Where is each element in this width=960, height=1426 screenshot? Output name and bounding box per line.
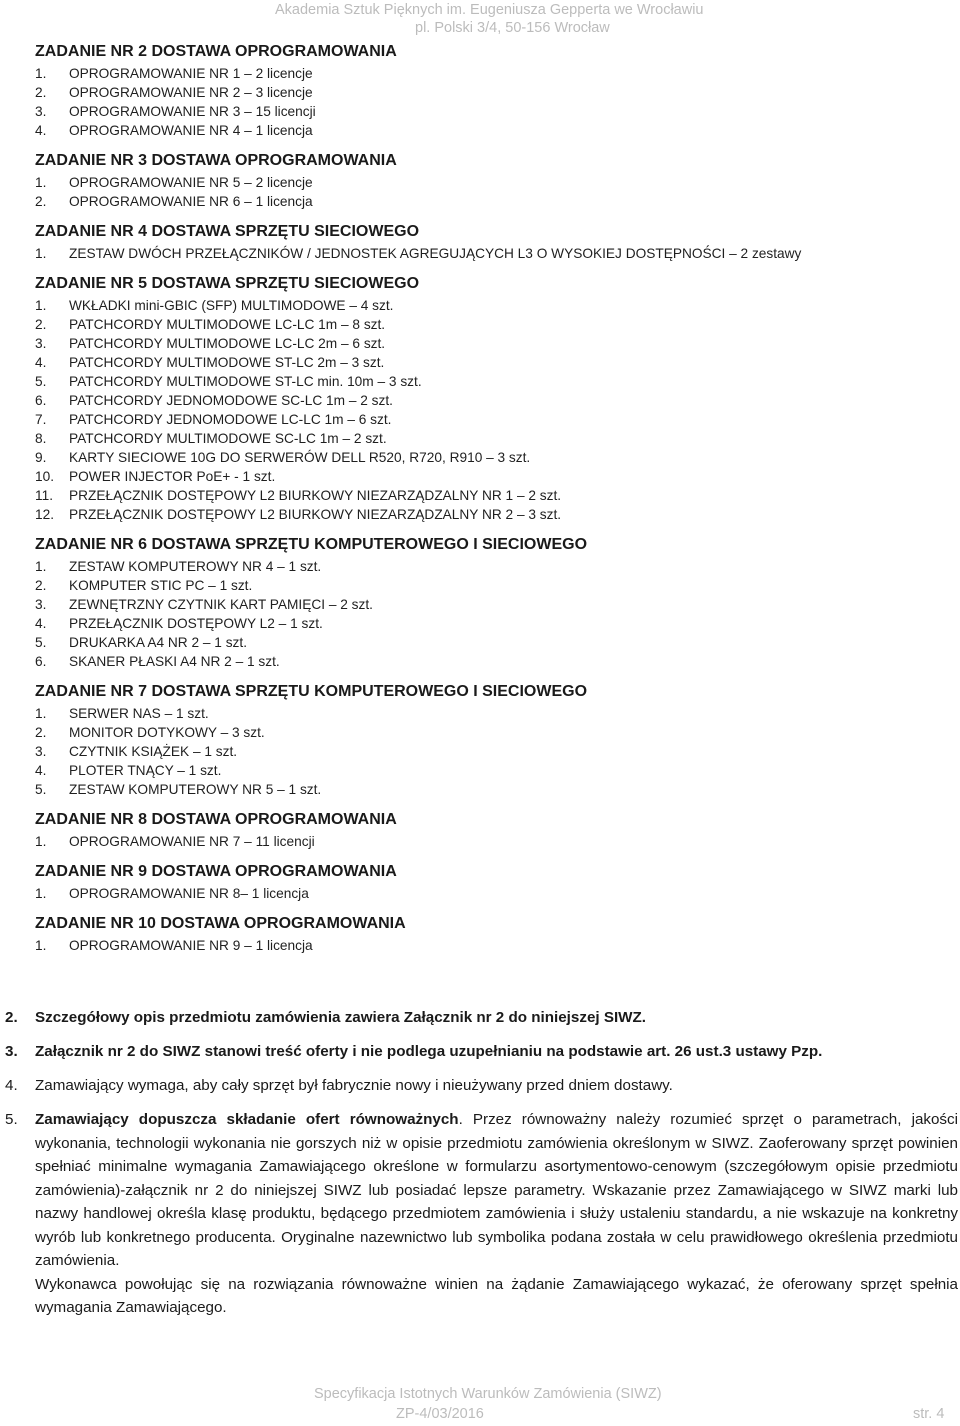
footer-reference: ZP-4/03/2016 bbox=[396, 1406, 484, 1422]
task-section bbox=[35, 680, 925, 799]
list-item bbox=[35, 353, 925, 372]
list-item bbox=[35, 391, 925, 410]
item-text: ZEWNĘTRZNY CZYTNIK KART PAMIĘCI – 2 szt. bbox=[69, 597, 373, 612]
item-number: 1. bbox=[35, 559, 47, 574]
section-title: ZADANIE NR 8 DOSTAWA OPROGRAMOWANIA bbox=[35, 811, 397, 828]
header-address: pl. Polski 3/4, 50-156 Wrocław bbox=[415, 20, 610, 36]
item-number: 4. bbox=[35, 763, 47, 778]
item-number: 2. bbox=[35, 725, 47, 740]
item-text: PATCHCORDY MULTIMODOWE LC-LC 1m – 8 szt. bbox=[69, 317, 386, 332]
item-number: 5. bbox=[35, 374, 47, 389]
item-text: PATCHCORDY MULTIMODOWE ST-LC min. 10m – 3 szt. bbox=[69, 374, 422, 389]
item-number: 1. bbox=[35, 66, 47, 81]
item-list bbox=[35, 296, 925, 524]
item-number: 12. bbox=[35, 507, 55, 522]
item-list bbox=[35, 64, 925, 140]
page-header bbox=[0, 0, 960, 40]
item-number: 1. bbox=[35, 246, 47, 261]
task-section bbox=[35, 40, 925, 140]
task-section bbox=[35, 220, 925, 263]
item-text: SERWER NAS – 1 szt. bbox=[69, 706, 209, 721]
item-number: 2. bbox=[35, 578, 47, 593]
list-item bbox=[35, 429, 925, 448]
item-number: 3. bbox=[35, 104, 47, 119]
item-text: PRZEŁĄCZNIK DOSTĘPOWY L2 – 1 szt. bbox=[69, 616, 323, 631]
list-item bbox=[35, 652, 925, 671]
list-item bbox=[35, 614, 925, 633]
item-text: KOMPUTER STIC PC – 1 szt. bbox=[69, 578, 253, 593]
item-text: SKANER PŁASKI A4 NR 2 – 1 szt. bbox=[69, 654, 280, 669]
item-number: 1. bbox=[35, 706, 47, 721]
item-number: 1. bbox=[35, 834, 47, 849]
item-text: PATCHCORDY JEDNOMODOWE LC-LC 1m – 6 szt. bbox=[69, 412, 392, 427]
section-title: ZADANIE NR 10 DOSTAWA OPROGRAMOWANIA bbox=[35, 915, 406, 932]
list-item bbox=[35, 334, 925, 353]
item-text: WKŁADKI mini-GBIC (SFP) MULTIMODOWE – 4 szt. bbox=[69, 298, 394, 313]
paragraph-number: 3. bbox=[5, 1043, 18, 1060]
item-number: 2. bbox=[35, 317, 47, 332]
item-list bbox=[35, 936, 925, 955]
item-text: OPROGRAMOWANIE NR 8– 1 licencja bbox=[69, 886, 309, 901]
list-item bbox=[35, 832, 925, 851]
footer-page-number: str. 4 bbox=[913, 1406, 945, 1422]
paragraph-number: 4. bbox=[5, 1077, 18, 1094]
item-number: 1. bbox=[35, 175, 47, 190]
item-number: 6. bbox=[35, 654, 47, 669]
item-text: PATCHCORDY JEDNOMODOWE SC-LC 1m – 2 szt. bbox=[69, 393, 393, 408]
paragraph-text: Szczegółowy opis przedmiotu zamówienia zawiera Załącznik nr 2 do niniejszej SIWZ. bbox=[35, 1009, 647, 1026]
item-number: 10. bbox=[35, 469, 55, 484]
list-item bbox=[35, 64, 925, 83]
item-number: 7. bbox=[35, 412, 47, 427]
numbered-paragraphs bbox=[0, 1006, 960, 1320]
list-item bbox=[35, 372, 925, 391]
item-text: MONITOR DOTYKOWY – 3 szt. bbox=[69, 725, 265, 740]
item-list bbox=[35, 244, 925, 263]
list-item bbox=[35, 102, 925, 121]
item-text: PATCHCORDY MULTIMODOWE ST-LC 2m – 3 szt. bbox=[69, 355, 385, 370]
item-number: 4. bbox=[35, 616, 47, 631]
item-number: 1. bbox=[35, 938, 47, 953]
list-item bbox=[35, 761, 925, 780]
list-item bbox=[35, 173, 925, 192]
item-number: 5. bbox=[35, 782, 47, 797]
list-item bbox=[35, 595, 925, 614]
list-item bbox=[35, 410, 925, 429]
list-item bbox=[35, 448, 925, 467]
item-text: PATCHCORDY MULTIMODOWE SC-LC 1m – 2 szt. bbox=[69, 431, 387, 446]
list-item bbox=[35, 192, 925, 211]
item-text: OPROGRAMOWANIE NR 6 – 1 licencja bbox=[69, 194, 313, 209]
item-text: OPROGRAMOWANIE NR 3 – 15 licencji bbox=[69, 104, 316, 119]
list-item bbox=[35, 723, 925, 742]
item-text: PRZEŁĄCZNIK DOSTĘPOWY L2 BIURKOWY NIEZARZĄDZALNY NR 1 – 2 szt. bbox=[69, 488, 562, 503]
list-item bbox=[35, 742, 925, 761]
list-item bbox=[35, 83, 925, 102]
item-number: 3. bbox=[35, 336, 47, 351]
paragraph-bold-lead: Zamawiający dopuszcza składanie ofert równoważnych bbox=[35, 1111, 459, 1128]
header-institution: Akademia Sztuk Pięknych im. Eugeniusza Gepperta we Wrocławiu bbox=[275, 2, 704, 18]
item-text: OPROGRAMOWANIE NR 7 – 11 licencji bbox=[69, 834, 315, 849]
item-text: ZESTAW KOMPUTEROWY NR 4 – 1 szt. bbox=[69, 559, 322, 574]
item-text: OPROGRAMOWANIE NR 4 – 1 licencja bbox=[69, 123, 313, 138]
item-number: 8. bbox=[35, 431, 47, 446]
list-item bbox=[35, 121, 925, 140]
item-text: OPROGRAMOWANIE NR 5 – 2 licencje bbox=[69, 175, 313, 190]
task-section bbox=[35, 533, 925, 671]
task-section bbox=[35, 808, 925, 851]
list-item bbox=[35, 780, 925, 799]
item-text: PRZEŁĄCZNIK DOSTĘPOWY L2 BIURKOWY NIEZARZĄDZALNY NR 2 – 3 szt. bbox=[69, 507, 562, 522]
item-number: 5. bbox=[35, 635, 47, 650]
item-list bbox=[35, 832, 925, 851]
list-item bbox=[35, 936, 925, 955]
list-item bbox=[35, 505, 925, 524]
section-title: ZADANIE NR 5 DOSTAWA SPRZĘTU SIECIOWEGO bbox=[35, 275, 420, 292]
task-section bbox=[35, 912, 925, 955]
paragraph-3 bbox=[0, 1040, 960, 1064]
item-number: 1. bbox=[35, 298, 47, 313]
paragraph-text: Zamawiający wymaga, aby cały sprzęt był fabrycznie nowy i nieużywany przed dniem dostawy. bbox=[35, 1077, 673, 1094]
list-item bbox=[35, 486, 925, 505]
item-list bbox=[35, 704, 925, 799]
paragraph-number: 5. bbox=[5, 1111, 18, 1128]
item-text: KARTY SIECIOWE 10G DO SERWERÓW DELL R520, R720, R910 – 3 szt. bbox=[69, 450, 531, 465]
section-title: ZADANIE NR 7 DOSTAWA SPRZĘTU KOMPUTEROWEGO I SIECIOWEGO bbox=[35, 683, 588, 700]
item-text: OPROGRAMOWANIE NR 2 – 3 licencje bbox=[69, 85, 313, 100]
section-title: ZADANIE NR 3 DOSTAWA OPROGRAMOWANIA bbox=[35, 152, 397, 169]
task-section bbox=[35, 149, 925, 211]
paragraph-text: Załącznik nr 2 do SIWZ stanowi treść oferty i nie podlega uzupełnianiu na podstawie art. 26 ust.3 ustawy Pzp. bbox=[35, 1043, 823, 1060]
paragraph-4 bbox=[0, 1074, 960, 1098]
paragraph-body-2: Wykonawca powołując się na rozwiązania równoważne winien na żądanie Zamawiającego wykazać, że oferowany sprzęt spełnia wymagania Zamawiającego. bbox=[35, 1275, 958, 1316]
item-text: PLOTER TNĄCY – 1 szt. bbox=[69, 763, 222, 778]
task-list bbox=[35, 40, 925, 964]
paragraph-text bbox=[35, 1108, 958, 1320]
item-text: OPROGRAMOWANIE NR 1 – 2 licencje bbox=[69, 66, 313, 81]
item-text: ZESTAW KOMPUTEROWY NR 5 – 1 szt. bbox=[69, 782, 322, 797]
list-item bbox=[35, 576, 925, 595]
item-number: 1. bbox=[35, 886, 47, 901]
item-text: CZYTNIK KSIĄŻEK – 1 szt. bbox=[69, 744, 238, 759]
item-list bbox=[35, 557, 925, 671]
list-item bbox=[35, 884, 925, 903]
task-section bbox=[35, 860, 925, 903]
item-number: 2. bbox=[35, 85, 47, 100]
item-text: POWER INJECTOR PoE+ - 1 szt. bbox=[69, 469, 276, 484]
list-item bbox=[35, 244, 925, 263]
list-item bbox=[35, 633, 925, 652]
paragraph-number: 2. bbox=[5, 1009, 18, 1026]
footer-title: Specyfikacja Istotnych Warunków Zamówienia (SIWZ) bbox=[314, 1386, 662, 1402]
item-number: 11. bbox=[35, 488, 54, 503]
section-title: ZADANIE NR 2 DOSTAWA OPROGRAMOWANIA bbox=[35, 43, 397, 60]
item-number: 4. bbox=[35, 123, 47, 138]
item-number: 2. bbox=[35, 194, 47, 209]
list-item bbox=[35, 296, 925, 315]
paragraph-2 bbox=[0, 1006, 960, 1030]
item-number: 4. bbox=[35, 355, 47, 370]
item-list bbox=[35, 884, 925, 903]
paragraph-5 bbox=[0, 1108, 960, 1320]
list-item bbox=[35, 557, 925, 576]
section-title: ZADANIE NR 6 DOSTAWA SPRZĘTU KOMPUTEROWEGO I SIECIOWEGO bbox=[35, 536, 588, 553]
item-text: OPROGRAMOWANIE NR 9 – 1 licencja bbox=[69, 938, 313, 953]
item-text: PATCHCORDY MULTIMODOWE LC-LC 2m – 6 szt. bbox=[69, 336, 386, 351]
task-section bbox=[35, 272, 925, 524]
item-text: ZESTAW DWÓCH PRZEŁĄCZNIKÓW / JEDNOSTEK AGREGUJĄCYCH L3 O WYSOKIEJ DOSTĘPNOŚCI – 2 zestawy bbox=[69, 246, 802, 261]
item-text: DRUKARKA A4 NR 2 – 1 szt. bbox=[69, 635, 248, 650]
item-list bbox=[35, 173, 925, 211]
section-title: ZADANIE NR 4 DOSTAWA SPRZĘTU SIECIOWEGO bbox=[35, 223, 420, 240]
list-item bbox=[35, 467, 925, 486]
paragraph-body: . Przez równoważny należy rozumieć sprzęt o parametrach, jakości wykonania, technologii wykonania nie gorszych niż w opisie przedmiotu zamówienia określonym w SIWZ. Zaoferowany sprzęt powinien spełniać minimalne wymagania Zamawiającego określone w formularzu asortymentowo-cenowym (szczegółowym opisie przedmiotu zamówienia)-załącznik nr 2 do niniejszej SIWZ lub posiadać lepsze parametry. Wskazanie przez Zamawiającego w SIWZ marki lub nazwy handlowej określa klasę produktu, będącego przedmiotem zamówienia i służy ustaleniu standardu, a nie wskazuje na konkretny wyrób lub konkretnego producenta. Oryginalne nazewnictwo lub symbolika podana została w celu prawidłowego określenia przedmiotu zamówienia. bbox=[35, 1111, 958, 1269]
section-title: ZADANIE NR 9 DOSTAWA OPROGRAMOWANIA bbox=[35, 863, 397, 880]
list-item bbox=[35, 315, 925, 334]
item-number: 9. bbox=[35, 450, 47, 465]
item-number: 6. bbox=[35, 393, 47, 408]
list-item bbox=[35, 704, 925, 723]
item-number: 3. bbox=[35, 597, 47, 612]
item-number: 3. bbox=[35, 744, 47, 759]
